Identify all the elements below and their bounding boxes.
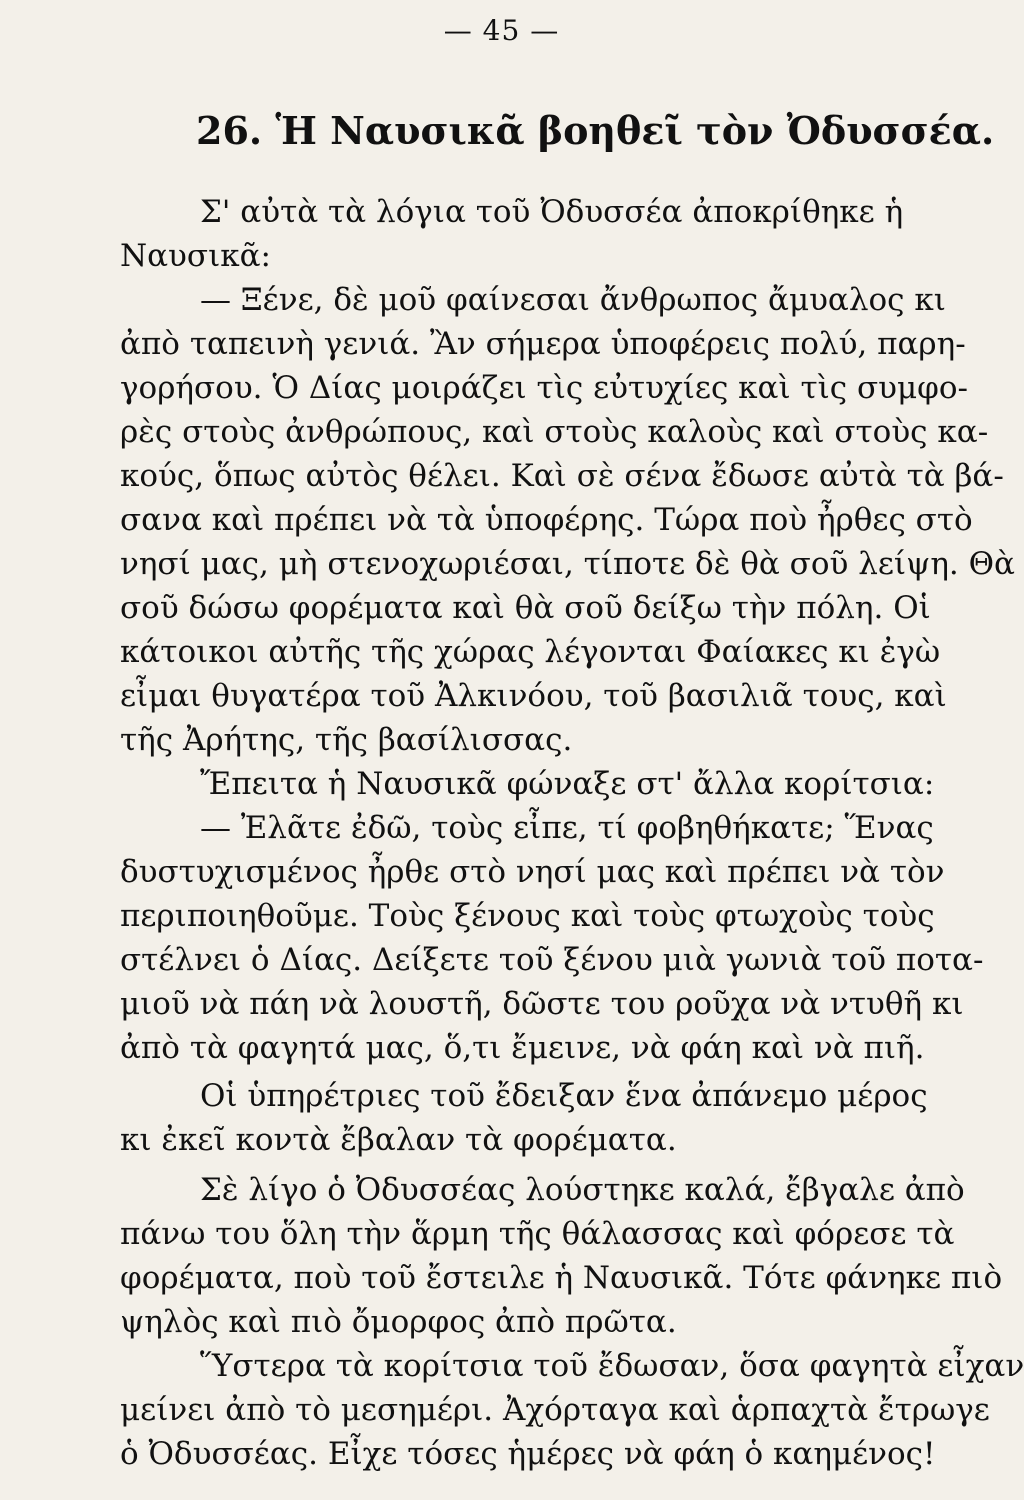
text-line: στέλνει ὁ Δίας. Δείξετε τοῦ ξένου μιὰ γωνιὰ τοῦ ποτα- — [120, 942, 984, 978]
text-line: κάτοικοι αὐτῆς τῆς χώρας λέγονται Φαίακες κι ἐγὼ — [120, 634, 941, 670]
text-line: τῆς Ἀρήτης, τῆς βασίλισσας. — [120, 722, 573, 758]
text-line: — Ἐλᾶτε ἐδῶ, τοὺς εἶπε, τί φοβηθήκατε; Ἕνας — [200, 810, 934, 846]
text-line: μείνει ἀπὸ τὸ μεσημέρι. Ἀχόρταγα καὶ ἁρπαχτὰ ἔτρωγε — [120, 1392, 990, 1428]
chapter-title: 26. Ἡ Ναυσικᾶ βοηθεῖ τὸν Ὀδυσσέα. — [196, 108, 995, 153]
text-line: μιοῦ νὰ πάη νὰ λουστῆ, δῶστε του ροῦχα νὰ ντυθῆ κι — [120, 986, 964, 1022]
text-line: ἀπὸ τὰ φαγητά μας, ὅ,τι ἔμεινε, νὰ φάη καὶ νὰ πιῆ. — [120, 1030, 925, 1066]
text-line: Σὲ λίγο ὁ Ὀδυσσέας λούστηκε καλά, ἔβγαλε ἀπὸ — [200, 1172, 965, 1208]
text-line: Οἱ ὑπηρέτριες τοῦ ἔδειξαν ἕνα ἀπάνεμο μέρος — [200, 1078, 928, 1114]
text-line: εἶμαι θυγατέρα τοῦ Ἀλκινόου, τοῦ βασιλιᾶ τους, καὶ — [120, 678, 947, 714]
text-line: ρὲς στοὺς ἀνθρώπους, καὶ στοὺς καλοὺς καὶ στοὺς κα- — [120, 414, 989, 450]
text-line: δυστυχισμένος ἦρθε στὸ νησί μας καὶ πρέπει νὰ τὸν — [120, 854, 945, 890]
text-line: Ἔπειτα ἡ Ναυσικᾶ φώναξε στ' ἄλλα κορίτσια: — [200, 766, 935, 802]
text-line: κι ἐκεῖ κοντὰ ἔβαλαν τὰ φορέματα. — [120, 1122, 677, 1158]
text-line: — Ξένε, δὲ μοῦ φαίνεσαι ἄνθρωπος ἄμυαλος κι — [200, 282, 946, 318]
text-line: σοῦ δώσω φορέματα καὶ θὰ σοῦ δείξω τὴν πόλη. Οἱ — [120, 590, 931, 626]
text-line: Σ' αὐτὰ τὰ λόγια τοῦ Ὀδυσσέα ἀποκρίθηκε ἡ — [200, 194, 904, 230]
text-line: Ναυσικᾶ: — [120, 238, 271, 274]
chapter-body — [120, 190, 1024, 1472]
text-line: Ὕστερα τὰ κορίτσια τοῦ ἔδωσαν, ὅσα φαγητὰ εἶχαν — [200, 1348, 1024, 1384]
text-line: ὁ Ὀδυσσέας. Εἶχε τόσες ἡμέρες νὰ φάη ὁ καημένος! — [120, 1436, 936, 1472]
text-line: πάνω του ὅλη τὴν ἅρμη τῆς θάλασσας καὶ φόρεσε τὰ — [120, 1216, 955, 1252]
text-line: κούς, ὅπως αὐτὸς θέλει. Καὶ σὲ σένα ἔδωσε αὐτὰ τὰ βά- — [120, 458, 1004, 494]
text-line: γορήσου. Ὁ Δίας μοιράζει τὶς εὐτυχίες καὶ τὶς συμφο- — [120, 370, 969, 406]
text-line: νησί μας, μὴ στενοχωριέσαι, τίποτε δὲ θὰ σοῦ λείψη. Θὰ — [120, 546, 1015, 582]
text-line: σανα καὶ πρέπει νὰ τὰ ὑποφέρης. Τώρα ποὺ ἦρθες στὸ — [120, 502, 973, 538]
text-line: ψηλὸς καὶ πιὸ ὄμορφος ἀπὸ πρῶτα. — [120, 1304, 677, 1340]
text-line: ἀπὸ ταπεινὴ γενιά. Ἂν σήμερα ὑποφέρεις πολύ, παρη- — [120, 326, 966, 362]
text-line: φορέματα, ποὺ τοῦ ἔστειλε ἡ Ναυσικᾶ. Τότε φάνηκε πιὸ — [120, 1260, 1003, 1296]
page-number: — 45 — — [443, 14, 560, 47]
text-line: περιποιηθοῦμε. Τοὺς ξένους καὶ τοὺς φτωχοὺς τοὺς — [120, 898, 935, 934]
